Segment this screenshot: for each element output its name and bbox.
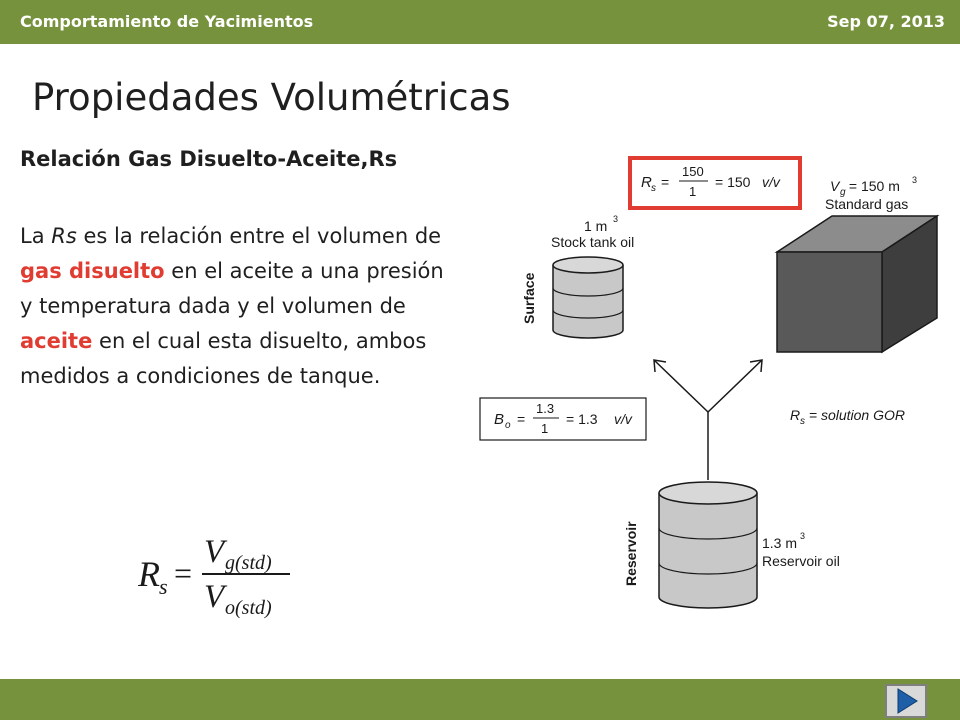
bo-box-sub: o <box>505 420 511 431</box>
rs-diagram <box>470 150 950 620</box>
rs-box-eq: = <box>661 174 670 190</box>
reservoir-oil-volume-exp: 3 <box>800 531 806 541</box>
rs-box-unit: v/v <box>762 174 780 190</box>
footer-bar <box>0 679 960 720</box>
rs-box-den: 1 <box>689 184 697 199</box>
formula-lhs-sub: s <box>159 574 168 599</box>
text-part: es la relación entre el volumen de <box>76 224 442 248</box>
bo-box-den: 1 <box>541 421 549 436</box>
slide-subtitle: Relación Gas Disuelto-Aceite,Rs <box>20 147 398 171</box>
gas-volume-exp: 3 <box>912 175 918 185</box>
stock-tank-volume-exp: 3 <box>613 214 619 224</box>
header-bar <box>0 0 960 44</box>
aceite-highlight: aceite <box>20 329 93 353</box>
definition-paragraph <box>20 219 460 394</box>
gas-volume-symbol: V <box>830 178 840 194</box>
bo-box-num: 1.3 <box>536 401 555 416</box>
bo-box-unit: v/v <box>614 411 632 427</box>
surface-label: Surface <box>521 272 537 324</box>
stock-tank-cylinder <box>553 257 623 338</box>
rs-box-sub: s <box>651 183 656 194</box>
gas-volume-sub: g <box>840 187 846 198</box>
reservoir-label: Reservoir <box>623 521 639 586</box>
stock-tank-volume: 1 m <box>584 218 608 234</box>
slide-date: Sep 07, 2013 <box>827 12 945 31</box>
gor-symbol: R <box>790 407 801 423</box>
formula-equals: = <box>174 555 193 591</box>
standard-gas-label: Standard gas <box>825 196 909 212</box>
gor-text: = solution GOR <box>805 407 905 423</box>
formula-num: V <box>204 534 225 570</box>
rs-formula <box>138 524 308 624</box>
slide-title: Propiedades Volumétricas <box>32 76 511 119</box>
course-title: Comportamiento de Yacimientos <box>20 12 314 31</box>
rs-box-num: 150 <box>682 164 704 179</box>
rs-box-result: = 150 <box>715 174 751 190</box>
text-part: en el aceite a una presión y temperatura dada y el volumen de <box>20 259 444 318</box>
gor-sub: s <box>800 416 805 427</box>
bo-box-eq: = <box>517 411 526 427</box>
rs-box-symbol: R <box>641 174 652 191</box>
play-next-icon <box>887 686 925 716</box>
reservoir-cylinder <box>659 482 757 608</box>
text-part: La <box>20 224 52 248</box>
gas-volume-value: = 150 m <box>845 178 900 194</box>
gas-disuelto-highlight: gas disuelto <box>20 259 165 283</box>
standard-gas-cube <box>777 216 937 352</box>
formula-num-sub: g(std) <box>225 552 272 574</box>
rs-italic: Rs <box>51 224 77 248</box>
stock-tank-label: Stock tank oil <box>551 234 635 250</box>
formula-den-sub: o(std) <box>225 597 272 619</box>
bo-box-symbol: B <box>494 411 505 428</box>
formula-lhs: R <box>138 554 160 594</box>
bo-box-result: = 1.3 <box>566 411 598 427</box>
formula-den: V <box>204 579 225 615</box>
reservoir-oil-volume: 1.3 m <box>762 535 798 551</box>
text-part: en el cual esta disuelto, ambos medidos a condiciones de tanque. <box>20 329 427 388</box>
reservoir-oil-label: Reservoir oil <box>762 553 840 569</box>
flow-arrows <box>654 360 762 480</box>
next-slide-button[interactable] <box>885 684 927 718</box>
